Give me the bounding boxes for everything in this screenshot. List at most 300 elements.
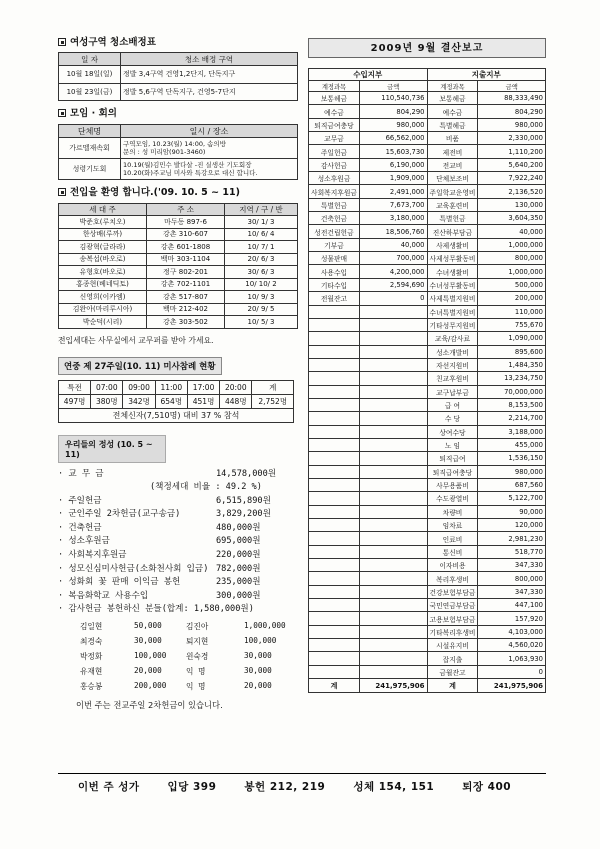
expense-amount: 1,536,150 [478,452,546,465]
expense-account: 기타성무지원비 [427,318,478,331]
empty-cell [359,505,427,518]
expense-account: 국민연금부담금 [427,599,478,612]
table-header: 일 자 [59,53,121,66]
empty-cell [359,559,427,572]
expense-account: 기타복리후생비 [427,625,478,638]
empty-cell [309,372,360,385]
donor-name: 익 명 [186,667,206,677]
table-row [309,412,546,425]
footer-item: 입당 399 [167,781,217,793]
expense-amount: 120,000 [478,519,546,532]
offering-item [58,481,298,495]
empty-cell [359,318,427,331]
offering-item [58,590,298,604]
attendance-title: 연중 제 27주일(10. 11) 미사참례 현황 [58,357,222,375]
empty-cell [309,412,360,425]
empty-cell [359,612,427,625]
donor-amount: 1,000,000 [244,621,286,631]
table-row [59,83,298,101]
expense-amount: 4,103,000 [478,625,546,638]
expense-account: 특별헌금 [427,212,478,225]
offerings-title: 우리들의 정성 (10. 5 ~ 11) [58,435,166,463]
empty-cell [359,385,427,398]
empty-cell [309,385,360,398]
offering-item [58,468,298,482]
income-account: 보통헤금 [309,92,360,105]
offering-amount: 6,515,890원 [216,495,271,506]
offering-amount: 14,578,000원 [216,468,277,479]
offerings-list [58,468,298,618]
offering-item [58,576,298,590]
empty-cell [359,305,427,318]
expense-account: 전교비 [427,158,478,171]
income-account: 특별헌금 [309,198,360,211]
table-row [309,639,546,652]
offering-amount: 480,000원 [216,522,261,533]
table-row [309,158,546,171]
expense-header: 지출지부 [427,69,546,81]
offering-note: (책정세대 비율 : 49.2 %) [150,482,262,493]
attendance-times-row [59,380,294,394]
donor-amount: 30,000 [244,651,272,661]
income-account: 예수금 [309,105,360,118]
donor-amount: 100,000 [244,636,277,646]
table-row [309,372,546,385]
income-amount: 7,673,700 [359,198,427,211]
income-amount: 66,562,000 [359,132,427,145]
empty-cell [309,612,360,625]
table-row [309,545,546,558]
cleaning-section-title [58,36,298,50]
expense-account: 통신비 [427,545,478,558]
sub-header: 금액 [359,81,427,92]
meetings-title-text: 모임 · 회의 [70,108,117,119]
expense-amount: 3,188,000 [478,425,546,438]
table-row [309,172,546,185]
table-row [309,358,546,371]
expense-account: 수도광열비 [427,492,478,505]
expense-account: 수녀특별지원비 [427,305,478,318]
expense-account: 수 당 [427,412,478,425]
income-account: 사회복지후원금 [309,185,360,198]
offering-amount: 782,000원 [216,563,261,574]
expense-amount: 455,000 [478,438,546,451]
offering-label: · 건축헌금 [58,522,102,533]
table-row [309,559,546,572]
table-row [59,241,298,254]
newcomers-table [58,203,298,329]
expense-amount: 7,922,240 [478,172,546,185]
expense-amount: 1,000,000 [478,265,546,278]
expense-amount: 0 [478,665,546,678]
empty-cell [309,545,360,558]
square-bullet-icon [58,188,66,196]
expense-account: 교구납부금 [427,385,478,398]
address: 강촌 601-1808 [147,241,225,254]
offering-item [58,535,298,549]
attendance-count: 451명 [187,394,219,408]
expense-amount: 347,330 [478,559,546,572]
expense-account: 특별헤금 [427,118,478,131]
table-row [309,238,546,251]
donor-amount: 20,000 [134,666,162,676]
table-row [59,303,298,316]
offering-label: · 군인주일 2차헌금(교구송금) [58,509,181,520]
district: 10/ 6/ 4 [225,228,298,241]
income-account: 전월잔고 [309,292,360,305]
empty-cell [309,519,360,532]
address: 백마 212-402 [147,303,225,316]
offering-label: · 감사헌금 봉헌하신 분들(합계: 1,580,000원) [58,604,254,615]
donor-amount: 30,000 [244,666,272,676]
expense-amount: 88,333,490 [478,92,546,105]
total-row [309,679,546,693]
empty-cell [309,585,360,598]
expense-amount: 8,153,500 [478,398,546,411]
income-account: 성소후원금 [309,172,360,185]
table-row [59,159,298,180]
empty-cell [359,585,427,598]
table-row [309,652,546,665]
income-account: 감사헌금 [309,158,360,171]
expense-amount: 157,920 [478,612,546,625]
attendance-counts-row [59,394,294,408]
donor-amount: 200,000 [134,681,167,691]
offering-amount: 3,829,200원 [216,509,271,520]
householder-name: 한상배(루까) [59,228,147,241]
table-row [59,138,298,159]
table-row [309,585,546,598]
expense-account: 교육/감사료 [427,332,478,345]
empty-cell [359,545,427,558]
empty-cell [309,492,360,505]
income-account: 기타수입 [309,278,360,291]
expense-account: 임차료 [427,519,478,532]
donor-name: 퇴지현 [186,637,209,647]
donor-name: 박정화 [80,652,103,662]
table-row [309,465,546,478]
cleaning-area: 정발 3,4구역 건영1,2단지, 단독지구 [121,66,298,84]
householder-name: 신영희(이카엠) [59,291,147,304]
newcomers-title-text: 전입을 환영 합니다.('09. 10. 5 ~ 11) [70,187,240,198]
income-amount: 6,190,000 [359,158,427,171]
offering-item [58,549,298,563]
empty-cell [309,438,360,451]
householder-name: 송복섭(바오로) [59,253,147,266]
table-header: 세 대 주 [59,204,147,216]
empty-cell [359,452,427,465]
empty-cell [309,398,360,411]
expense-amount: 4,560,020 [478,639,546,652]
table-row [309,305,546,318]
expense-account: 건강보험부담금 [427,585,478,598]
expense-amount: 2,330,000 [478,132,546,145]
newcomers-section-title [58,186,298,200]
empty-cell [359,438,427,451]
expense-amount: 687,560 [478,478,546,491]
expense-amount: 800,000 [478,572,546,585]
empty-cell [359,358,427,371]
empty-cell [359,572,427,585]
expense-account: 퇴직급여 [427,452,478,465]
donor-name: 홍승봉 [80,682,103,692]
table-header: 단체명 [59,125,121,138]
table-header: 주 소 [147,204,225,216]
empty-cell [309,599,360,612]
attendance-count: 448명 [220,394,252,408]
expense-amount: 110,000 [478,305,546,318]
donor-amount: 20,000 [244,681,272,691]
income-amount: 700,000 [359,252,427,265]
table-row [309,532,546,545]
income-account: 퇴직금여충당 [309,118,360,131]
income-amount: 1,909,000 [359,172,427,185]
empty-cell [359,665,427,678]
table-row [309,345,546,358]
expense-account: 수녀생활비 [427,265,478,278]
donor-amount: 30,000 [134,636,162,646]
empty-cell [359,532,427,545]
empty-cell [309,425,360,438]
expense-account: 상여수당 [427,425,478,438]
district: 20/ 9/ 5 [225,303,298,316]
empty-cell [309,572,360,585]
income-amount: 3,180,000 [359,212,427,225]
sub-header: 계정과목 [309,81,360,92]
district: 30/ 6/ 3 [225,266,298,279]
householder-name: 김광혁(글라라) [59,241,147,254]
expense-account: 복리후생비 [427,572,478,585]
expense-amount: 2,981,230 [478,532,546,545]
expense-amount: 1,110,200 [478,145,546,158]
expense-amount: 518,770 [478,545,546,558]
address: 마두동 897-6 [147,216,225,229]
offering-label: · 성모신심미사헌금(소화천사회 입금) [58,563,209,574]
empty-cell [359,465,427,478]
table-row [309,519,546,532]
right-column [308,38,546,693]
income-amount: 2,491,000 [359,185,427,198]
donor-name: 윈숙경 [186,652,209,662]
empty-cell [309,532,360,545]
table-header: 지역 / 구 / 반 [225,204,298,216]
table-row [309,438,546,451]
income-header: 수입지부 [309,69,428,81]
table-row [309,92,546,105]
square-bullet-icon [58,109,66,117]
district: 30/ 1/ 3 [225,216,298,229]
attendance-summary: 전체신자(7,510명) 대비 37 % 참석 [59,408,294,422]
table-row [309,625,546,638]
cleaning-date: 10월 23일(금) [59,83,121,101]
attendance-count: 380명 [91,394,123,408]
offering-amount: 695,000원 [216,536,261,547]
group-name: 가르멜재속회 [59,138,121,159]
empty-cell [309,478,360,491]
empty-cell [309,332,360,345]
empty-cell [359,425,427,438]
expense-amount: 5,640,200 [478,158,546,171]
empty-cell [359,332,427,345]
income-amount: 4,200,000 [359,265,427,278]
attendance-count: 497명 [59,394,91,408]
expense-account: 사무용품비 [427,478,478,491]
offering-item [58,508,298,522]
empty-cell [309,358,360,371]
mass-time: 11:00 [155,380,187,394]
income-account: 성전건립헌금 [309,225,360,238]
empty-cell [359,372,427,385]
expense-account: 차량비 [427,505,478,518]
expense-account: 친교후원비 [427,372,478,385]
expense-account: 성소개발비 [427,345,478,358]
table-row [309,425,546,438]
address: 강촌 702-1101 [147,278,225,291]
left-column [58,36,298,711]
expense-account: 퇴직급여충당 [427,465,478,478]
meeting-info: 구역모임, 10.23(월) 14:00, 솜의방 문의 : 성 미리암(901-3460) [121,138,298,159]
empty-cell [309,318,360,331]
empty-cell [359,492,427,505]
attendance-count: 654명 [155,394,187,408]
mass-time: 07:00 [91,380,123,394]
empty-cell [309,505,360,518]
table-row [309,318,546,331]
donor-name: 유재현 [80,667,103,677]
expense-amount: 1,484,350 [478,358,546,371]
meetings-section-title [58,107,298,121]
donor-name: 최경숙 [80,637,103,647]
empty-cell [309,465,360,478]
expense-amount: 2,214,700 [478,412,546,425]
income-amount: 15,603,730 [359,145,427,158]
offering-label: · 주일헌금 [58,495,102,506]
householder-name: 김완아(마리루시아) [59,303,147,316]
expense-account: 잡지출 [427,652,478,665]
table-row [309,572,546,585]
meeting-info: 10.19(월)김민수 발다살 -진 실생산 기도회장 10.20(화)주교님 미사와 특강으로 대신 합니다. [121,159,298,180]
expense-amount: 1,000,000 [478,238,546,251]
table-row [309,118,546,131]
expense-account: 보통헤금 [427,92,478,105]
expense-account: 고용보험부담금 [427,612,478,625]
householder-name: 박순덕(시리) [59,316,147,329]
table-header: 일시 / 장소 [121,125,298,138]
table-row [309,265,546,278]
district: 10/ 7/ 1 [225,241,298,254]
mass-time: 계 [252,380,294,394]
expense-amount: 980,000 [478,465,546,478]
footer-item: 성체 154, 151 [353,781,435,793]
income-amount: 2,594,690 [359,278,427,291]
expense-account: 인료비 [427,532,478,545]
newcomers-note: 전입세대는 사무실에서 교무퍼를 받아 가세요. [58,335,214,345]
expense-account: 주일학교운영비 [427,185,478,198]
table-row [309,198,546,211]
attendance-count: 2,752명 [252,394,294,408]
offering-label: · 성화회 꽃 판매 이익금 봉헌 [58,577,181,588]
table-row [309,252,546,265]
report-title: 2009년 9월 결산보고 [308,38,546,58]
total-label: 계 [427,679,478,693]
income-amount: 980,000 [359,118,427,131]
income-amount: 18,506,760 [359,225,427,238]
table-row [309,492,546,505]
offering-item [58,563,298,577]
donor-list [58,617,298,697]
table-row [309,599,546,612]
expense-account: 사제특별지원비 [427,292,478,305]
empty-cell [359,412,427,425]
income-account: 교무금 [309,132,360,145]
empty-cell [359,599,427,612]
table-row [309,665,546,678]
footer-item: 이번 주 성가 [78,781,140,793]
income-account: 건축헌금 [309,212,360,225]
income-total: 241,975,906 [359,679,427,693]
table-row [59,278,298,291]
table-row [309,505,546,518]
offering-label: · 복음화학교 사용수입 [58,590,149,601]
offering-label: · 성소후원금 [58,536,110,547]
table-row [309,145,546,158]
income-account: 기부금 [309,238,360,251]
expense-amount: 347,330 [478,585,546,598]
expense-amount: 447,100 [478,599,546,612]
table-row [309,398,546,411]
offering-item [58,522,298,536]
empty-cell [359,478,427,491]
offering-item [58,495,298,509]
empty-cell [359,639,427,652]
offerings-bottom-note: 이번 주는 전교주일 2차헌금이 있습니다. [76,700,223,711]
empty-cell [309,452,360,465]
district: 10/ 5/ 3 [225,316,298,329]
total-label: 계 [309,679,360,693]
attendance-table [58,380,294,423]
expense-amount: 70,000,000 [478,385,546,398]
expense-total: 241,975,906 [478,679,546,693]
cleaning-area: 정발 5,6구역 단독지구, 건영5-7단지 [121,83,298,101]
district: 10/ 9/ 3 [225,291,298,304]
expense-account: 자선지원비 [427,358,478,371]
table-row [309,105,546,118]
expense-amount: 1,090,000 [478,332,546,345]
mass-time: 17:00 [187,380,219,394]
table-row [309,225,546,238]
offering-item [58,603,298,617]
householder-name: 홍종현(베네딕토) [59,278,147,291]
table-row [59,291,298,304]
address: 정구 802-201 [147,266,225,279]
table-row [309,212,546,225]
table-row [59,253,298,266]
mass-time: 20:00 [220,380,252,394]
square-bullet-icon [58,38,66,46]
table-row [309,185,546,198]
table-row [309,132,546,145]
expense-amount: 200,000 [478,292,546,305]
table-row [309,292,546,305]
footer-divider [58,773,546,774]
address: 강촌 303-502 [147,316,225,329]
finance-table [308,68,546,693]
income-account: 성물판매 [309,252,360,265]
offering-amount: 220,000원 [216,550,261,561]
expense-account: 교육훈련비 [427,198,478,211]
expense-account: 시설유지비 [427,639,478,652]
mass-time: 특전 [59,380,91,394]
